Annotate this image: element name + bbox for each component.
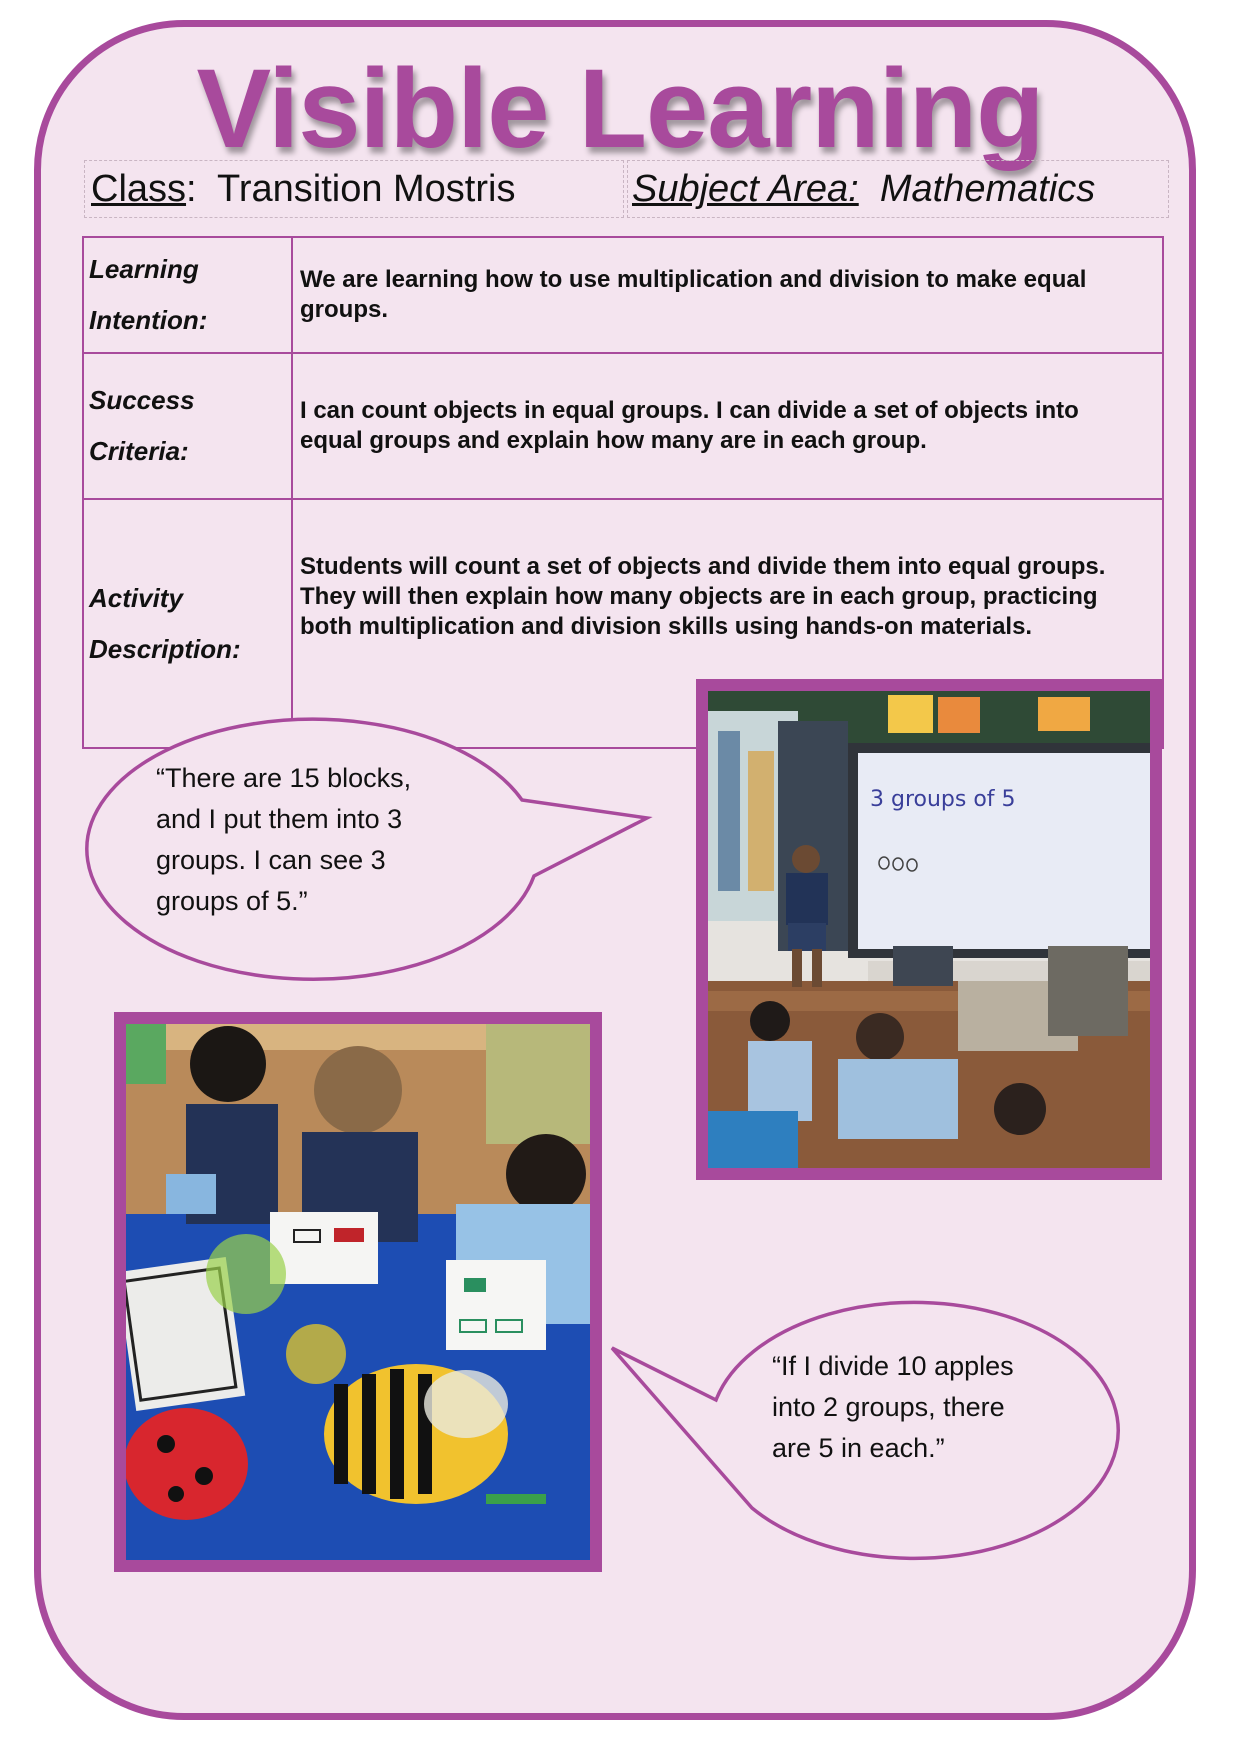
table-row (83, 237, 1163, 353)
row-label-line: Intention: (89, 305, 208, 335)
table-row (83, 353, 1163, 499)
row-label-line: Activity (89, 582, 183, 613)
quote-line: into 2 groups, there (772, 1392, 1005, 1422)
quote-line: “If I divide 10 apples (772, 1351, 1014, 1381)
quote-text-2 (772, 1346, 1014, 1469)
whiteboard-text: 3 groups of 5 (870, 787, 1016, 812)
quote-line: and I put them into 3 (156, 804, 403, 834)
classroom-whiteboard-photo (696, 679, 1162, 1180)
speech-bubble-2 (612, 1310, 1112, 1580)
quote-line: groups. I can see 3 (156, 845, 386, 875)
row-label (83, 353, 292, 499)
learning-table (82, 236, 1164, 749)
subject-gap (859, 168, 880, 210)
class-value: Transition Mostris (217, 168, 516, 210)
quote-line: are 5 in each.” (772, 1433, 945, 1463)
activity-description-text: Students will count a set of objects and divide them into equal groups. They will then explain how many objects are in each group, practicing both multiplication and division skills using hands-on materials. (292, 499, 1163, 748)
success-criteria-text: I can count objects in equal groups. I can divide a set of objects into equal groups and explain how many are in each group. (292, 353, 1163, 499)
row-label-line: Success (89, 385, 195, 415)
subject-label: Subject Area: (632, 168, 859, 210)
whiteboard-photo-image (708, 691, 1150, 1168)
row-label (83, 499, 292, 748)
class-colon: : (186, 168, 218, 210)
subject-field (627, 160, 1169, 218)
class-label: Class (91, 168, 187, 210)
speech-bubble-1 (82, 716, 662, 978)
subject-value: Mathematics (879, 168, 1096, 210)
row-label (83, 237, 292, 353)
row-label-line: Criteria: (89, 436, 189, 466)
quote-line: “There are 15 blocks, (156, 763, 412, 793)
quote-text-1 (156, 758, 411, 922)
learning-intention-text: We are learning how to use multiplication and division to make equal groups. (292, 237, 1163, 353)
page-title: Visible Learning (196, 46, 1044, 171)
row-label-line: Description: (89, 633, 241, 664)
carpet-photo-image (126, 1024, 590, 1560)
students-carpet-photo (114, 1012, 602, 1572)
quote-line: groups of 5.” (156, 886, 308, 916)
class-field (84, 160, 624, 218)
row-label-line: Learning (89, 254, 199, 284)
